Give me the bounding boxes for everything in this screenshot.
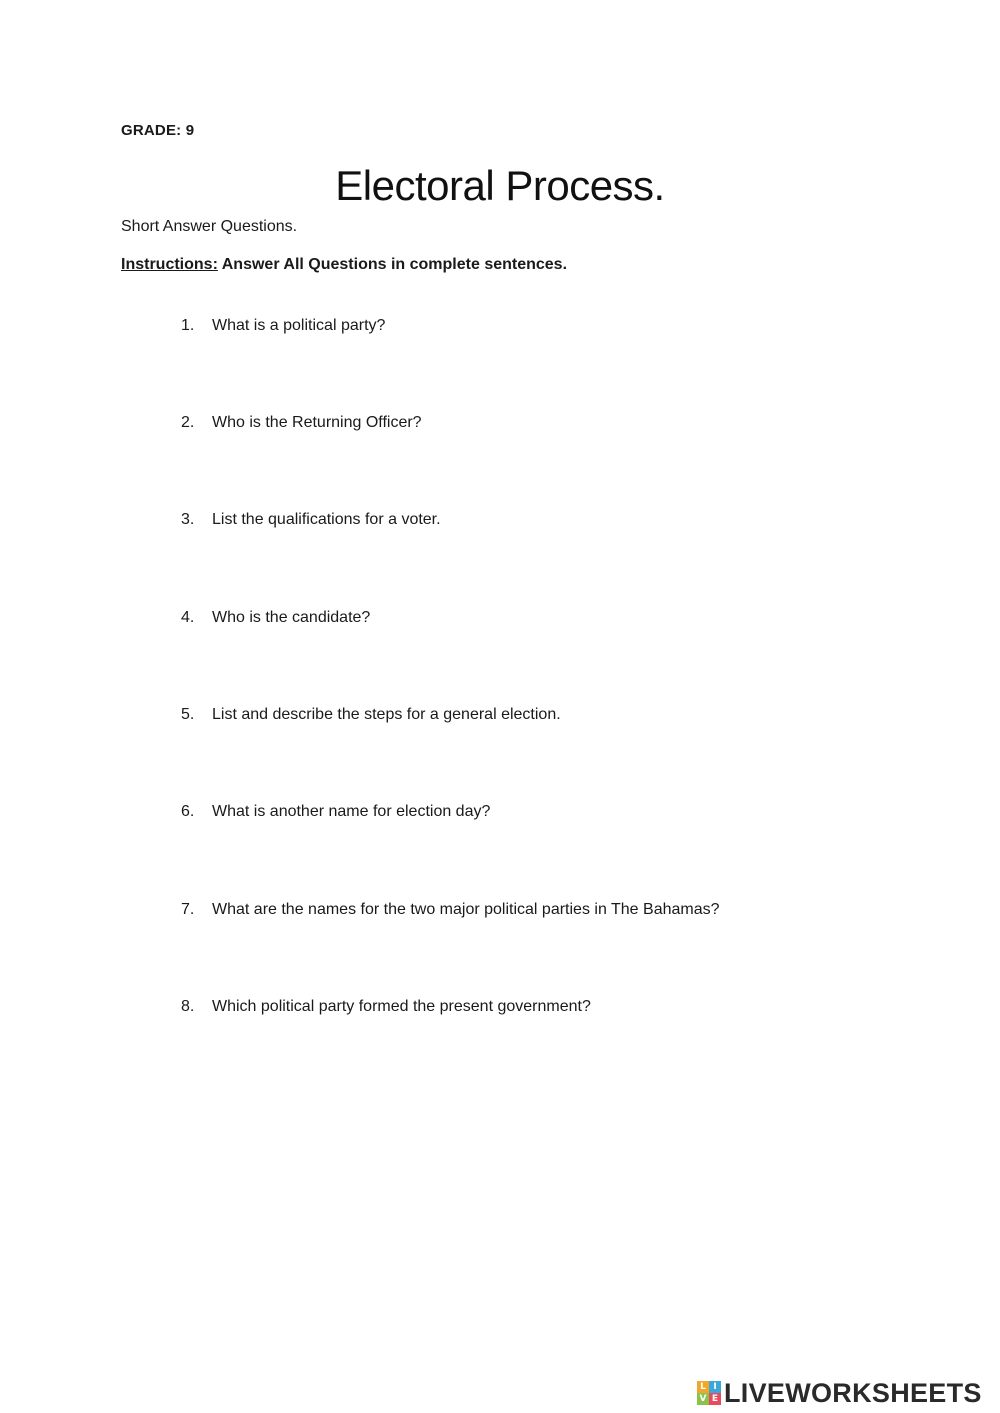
liveworksheets-brand [697,1377,982,1409]
question-number: 4. [181,609,195,626]
question-text: Who is the candidate? [212,609,371,626]
logo-letter: I [709,1381,721,1393]
question-5 [181,706,561,724]
instructions [121,256,567,274]
question-3 [181,511,441,529]
question-7 [181,901,720,919]
question-text: What is another name for election day? [212,803,491,820]
liveworksheets-logo-icon [697,1381,721,1405]
question-number: 5. [181,706,195,723]
question-text: What are the names for the two major political parties in The Bahamas? [212,901,720,918]
question-number: 8. [181,998,195,1015]
question-text: List the qualifications for a voter. [212,511,441,528]
question-number: 3. [181,511,195,528]
question-6 [181,803,490,821]
question-text: Which political party formed the present government? [212,998,591,1015]
question-8 [181,998,591,1016]
subtitle: Short Answer Questions. [121,218,298,235]
page-title: Electoral Process. [335,162,665,209]
question-number: 7. [181,901,195,918]
grade-label: GRADE: 9 [121,122,195,139]
question-number: 6. [181,803,195,820]
instructions-label: Instructions: [121,256,218,273]
question-2 [181,414,422,432]
question-number: 1. [181,317,195,334]
logo-letter: V [697,1393,709,1405]
brand-text: LIVEWORKSHEETS [724,1377,982,1408]
question-4 [181,609,370,627]
question-text: What is a political party? [212,317,386,334]
instructions-text: Answer All Questions in complete sentences. [217,256,568,273]
question-text: List and describe the steps for a general election. [212,706,561,723]
logo-letter: L [697,1381,709,1393]
question-text: Who is the Returning Officer? [212,414,422,431]
question-1 [181,317,385,335]
question-number: 2. [181,414,195,431]
logo-letter: E [709,1393,721,1405]
